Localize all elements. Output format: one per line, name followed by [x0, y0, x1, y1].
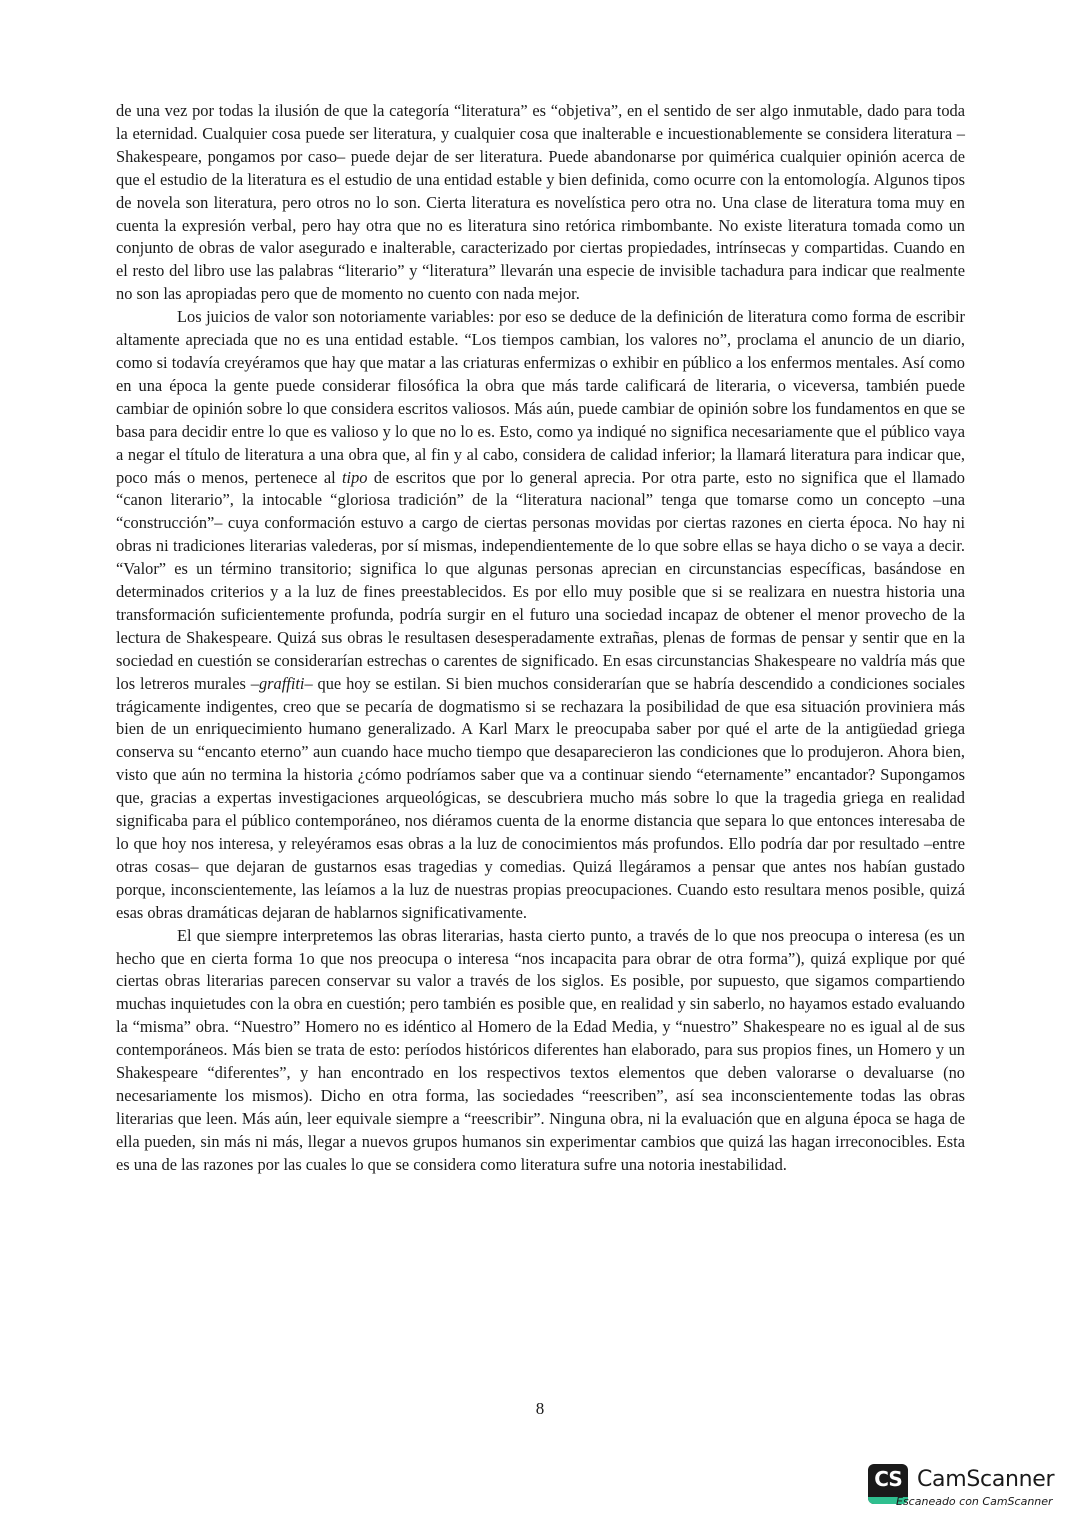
page-number: 8	[535, 1399, 545, 1418]
paragraph-text: – que hoy se estilan. Si bien muchos considerarían que se habría descendido a condiciones sociales trágicamente indigentes, creo que se pecaría de dogmatismo si se rechazara la posibilidad de que esa situación proviniera más bien de un enriquecimiento humano generalizado. A Karl Marx le preocupaba saber por qué el arte de la antigüedad griega conserva su “encanto eterno” aun cuando hace mucho tiempo que desaparecieron las condiciones que lo produjeron. Ahora bien, visto que aún no termina la historia ¿cómo podríamos saber que va a continuar siendo “eternamente” encantador? Supongamos que, gracias a expertas investigaciones arqueológicas, se descubriera mucho más sobre lo que la tragedia griega en realidad significaba para el público contemporáneo, nos diéramos cuenta de la enorme distancia que separa lo que entonces interesaba de lo que hoy nos interesa, y releyéramos esas obras a la luz de conocimientos más profundos. Ello podría dar por resultado –entre otras cosas– que dejaran de gustarnos esas tragedias y comedias. Quizá llegáramos a pensar que antes nos habían gustado porque, inconscientemente, las leíamos a la luz de nuestras propias preocupaciones. Cuando esto resultara menos posible, quizá esas obras dramáticas dejaran de hablarnos significativamente.	[116, 673, 965, 922]
paragraph-text: de escritos que por lo general aprecia. Por otra parte, esto no significa que el llamado “canon literario”, la intocable “gloriosa tradición” de la “literatura nacional” tenga que tomarse como un concepto –una “construcción”– cuya conformación estuvo a cargo de ciertas personas movidas por ciertas razones en cierta época. No hay ni obras ni tradiciones literarias valederas, por sí mismas, independientemente de lo que sobre ellas se haya dicho o se vaya a decir. “Valor” es un término transitorio; significa lo que algunas personas aprecian en circunstancias específicas, basándose en determinados criterios y a la luz de fines preestablecidos. Es por ello muy posible que si se realizara en nuestra historia una transformación suficientemente profunda, podría surgir en el futuro una sociedad incapaz de obtener el menor provecho de la lectura de Shakespeare. Quizá sus obras le resultasen desesperadamente extrañas, plenas de formas de pensar y sentir que en la sociedad en cuestión se considerarían estrechas o carentes de significado. En esas circunstancias Shakespeare no valdría más que los letreros murales –	[116, 467, 965, 693]
italic-word-graffiti: graffiti	[258, 673, 305, 693]
paragraph-text: Los juicios de valor son notoriamente variables: por eso se deduce de la definición de literatura como forma de escribir altamente apreciada que no es una entidad estable. “Los tiempos cambian, los valores no”, proclama el anuncio de un diario, como si todavía creyéramos que hay que matar a las criaturas enfermizas o exhibir en público a los enfermos mentales. Así como en una época la gente puede considerar filosófica la obra que más tarde calificará de literaria, o viceversa, también puede cambiar de opinión sobre lo que considera escritos valiosos. Más aún, puede cambiar de opinión sobre los fundamentos en que se basa para decidir entre lo que es valioso y lo que no lo es. Esto, como ya indiqué no significa necesariamente que el público vaya a negar el título de literatura a una obra que, al fin y al cabo, considera de calidad inferior; la llamará literatura para indicar que, poco más o menos, pertenece al	[116, 307, 965, 487]
brand-name: CamScanner	[917, 1467, 1055, 1492]
brand-tagline: Escaneado con CamScanner	[896, 1495, 1053, 1508]
paragraph-1	[116, 100, 965, 306]
camscanner-watermark	[868, 1464, 1058, 1510]
paragraph-2	[116, 306, 965, 924]
paragraph-text: de una vez por todas la ilusión de que la categoría “literatura” es “objetiva”, en el sentido de ser algo inmutable, dado para toda la eternidad. Cualquier cosa puede ser literatura, y cualquier cosa que inalterable e incuestionablemente se considera literatura –Shakespeare, pongamos por caso– puede dejar de ser literatura. Puede abandonarse por quimérica cualquier opinión acerca de que el estudio de la literatura es el estudio de una entidad estable y bien definida, como ocurre con la entomología. Algunos tipos de novela son literatura, pero otros no lo son. Cierta literatura es novelística pero otra no. Una clase de literatura toma muy en cuenta la expresión verbal, pero hay otra que no es literatura sino retórica rimbombante. No existe literatura tomada como un conjunto de obras de valor asegurado e inalterable, caracterizado por ciertas propiedades, intrínsecas y compartidas. Cuando en el resto del libro use las palabras “literario” y “literatura” llevarán una especie de invisible tachadura para indicar que realmente no son las apropiadas pero que de momento no cuento con nada mejor.	[116, 101, 965, 304]
document-body	[116, 100, 965, 1177]
logo-text: CS	[874, 1467, 902, 1491]
paragraph-text: El que siempre interpretemos las obras literarias, hasta cierto punto, a través de lo que nos preocupa o interesa (es un hecho que en cierta forma 1o que nos preocupa o interesa “nos incapacita para obrar de otra forma”), quizá explique por qué ciertas obras literarias parecen conservar su valor a través de los siglos. Es posible, por supuesto, que sigamos compartiendo muchas inquietudes con la obra en cuestión; pero también es posible que, en realidad y sin saberlo, no hayamos estado evaluando la “misma” obra. “Nuestro” Homero no es idéntico al Homero de la Edad Media, y “nuestro” Shakespeare no es igual al de sus contemporáneos. Más bien se trata de esto: períodos históricos diferentes han elaborado, para sus propios fines, un Homero y un Shakespeare “diferentes”, y han encontrado en los respectivos textos elementos que deben valorarse o devaluarse (no necesariamente los mismos). Dicho en otra forma, las sociedades “reescriben”, así sea inconscientemente todas las obras literarias que leen. Más aún, leer equivale siempre a “reescribir”. Ninguna obra, ni la evaluación que en alguna época se haga de ella pueden, sin más ni más, llegar a nuevos grupos humanos sin experimentar cambios que quizá las hagan irreconocibles. Esta es una de las razones por las cuales lo que se considera como literatura sufre una notoria inestabilidad.	[116, 925, 965, 1174]
italic-word-tipo: tipo	[342, 467, 368, 487]
paragraph-3	[116, 925, 965, 1177]
